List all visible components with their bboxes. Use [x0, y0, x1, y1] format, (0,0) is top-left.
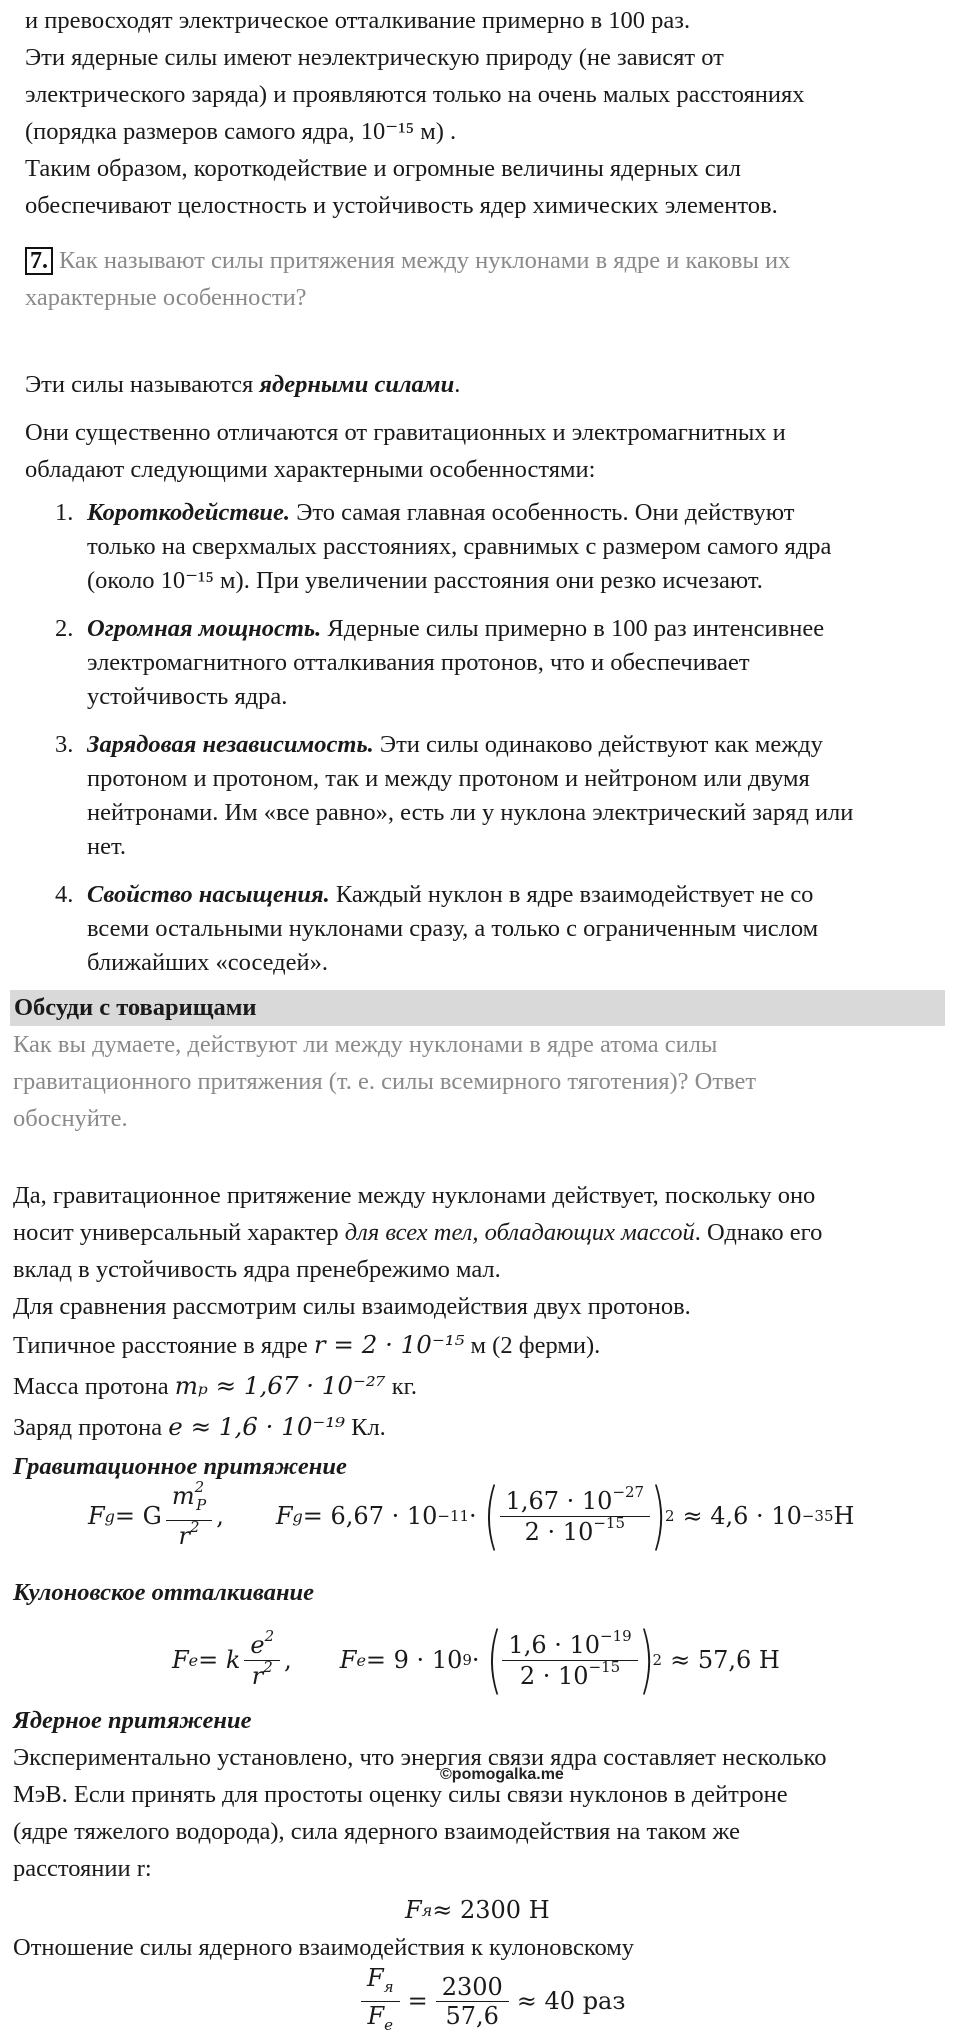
- formula-subscript: e: [384, 2015, 394, 2034]
- formula-subscript: g: [292, 1506, 303, 1526]
- intro-line: и превосходят электрическое отталкивание примерно в 100 раз.: [25, 7, 691, 34]
- coulomb-heading: [13, 1574, 946, 1611]
- list-item-title: Короткодействие.: [87, 499, 291, 526]
- intro-line: (порядка размеров самого ядра, 10⁻¹⁵ м) .: [25, 118, 457, 145]
- answer-term: ядерными силами: [259, 371, 455, 398]
- answer-paragraph: [13, 1177, 946, 1486]
- answer-text: Они существенно отличаются от гравитационных и электромагнитных и: [25, 419, 786, 446]
- coulomb-formula: F e = k $\frac{e^2}{r^2}$ , F e = 9 · 10 9 · ( $\frac{1,6 \cdot 10^{-19}}{2 \cdot 10^{-15}}$ ) 2 ≈ 57,6 Н: [172, 1617, 780, 1703]
- intro-line: Таким образом, короткодействие и огромные величины ядерных сил: [25, 155, 741, 182]
- answer-text: расстоянии r:: [13, 1855, 152, 1882]
- answer-text: Эти силы называются: [25, 371, 260, 398]
- list-item-text: нейтронами. Им «все равно», есть ли у нуклона электрический заряд или: [87, 799, 854, 826]
- list-item-text: нет.: [87, 833, 126, 860]
- answer-text: (ядре тяжелого водорода), сила ядерного взаимодействия на таком же: [13, 1818, 740, 1845]
- distance-formula: r = 2 · 10⁻¹⁵: [313, 1330, 465, 1359]
- section-heading: Обсуди с товарищами: [10, 990, 945, 1026]
- discussion-question: [13, 1026, 946, 1137]
- question-text: Как вы думаете, действуют ли между нуклонами в ядре атома силы: [13, 1031, 718, 1058]
- list-item-title: Свойство насыщения.: [87, 881, 330, 908]
- formula-text: ≈ 2300 Н: [432, 1895, 550, 1924]
- formula-text: 2 · 10: [524, 1517, 594, 1546]
- formula-fraction: [502, 1626, 637, 1691]
- ratio-formula: [357, 1963, 626, 2034]
- formula-fraction: [244, 1626, 280, 1691]
- question-7: [25, 242, 946, 316]
- answer-text: кг.: [385, 1373, 418, 1400]
- formula-symbol: m: [171, 1482, 195, 1511]
- formula-superscript: 2: [652, 1650, 663, 1669]
- formula-subscript: e: [188, 1650, 199, 1670]
- formula-superscript: 2: [264, 1626, 275, 1645]
- formula-text: ·: [471, 1645, 480, 1674]
- list-number: 3.: [55, 731, 74, 758]
- list-item-title: Зарядовая независимость.: [87, 731, 374, 758]
- nuclear-section: [13, 1702, 946, 1887]
- list-item-text: электромагнитного отталкивания протонов, что и обеспечивает: [87, 649, 750, 676]
- list-item-text: Это самая главная особенность. Они действуют: [290, 499, 795, 526]
- formula-text: = G: [114, 1501, 162, 1530]
- answer-text: вклад в устойчивость ядра пренебрежимо мал.: [13, 1256, 501, 1283]
- list-item-text: Эти силы одинаково действуют как между: [373, 731, 823, 758]
- answer-text: Масса протона: [13, 1373, 175, 1400]
- list-item: [25, 878, 946, 980]
- list-item: [25, 612, 946, 714]
- watermark: ©pomogalka.me: [440, 1766, 564, 1783]
- formula-superscript: 2: [664, 1506, 675, 1525]
- list-item-text: устойчивость ядра.: [87, 683, 288, 710]
- formula-superscript: 2: [194, 1478, 205, 1497]
- formula-fraction: [166, 1478, 212, 1551]
- intro-line: Эти ядерные силы имеют неэлектрическую природу (не зависят от: [25, 44, 724, 71]
- intro-line: электрического заряда) и проявляются только на очень малых расстояниях: [25, 81, 805, 108]
- formula-superscript: 2: [263, 1657, 273, 1676]
- formula-symbol: e: [250, 1630, 265, 1659]
- answer-text: Типичное расстояние в ядре: [13, 1332, 314, 1359]
- formula-text: 1,6 · 10: [508, 1630, 601, 1659]
- question-text: характерные особенности?: [25, 284, 307, 311]
- formula-text: ≈ 57,6 Н: [670, 1645, 780, 1674]
- answer-emphasis: для всех тел, обладающих массой: [344, 1219, 695, 1246]
- list-item: [25, 728, 946, 864]
- formula-text: Н: [833, 1501, 855, 1530]
- gravity-formula: F g = G $\frac{m^2_P}{r^2}$ , F g = 6,67 · 10 −11 · ( $\frac{1,67 \cdot 10^{-27}}{2 \cdot 10^{-15}}$ ) 2 ≈ 4,6 · 10 −35 Н: [88, 1473, 855, 1559]
- list-item-text: (около 10⁻¹⁵ м). При увеличении расстояния они резко исчезают.: [87, 567, 763, 594]
- answer-text: обладают следующими характерными особенностями:: [25, 456, 596, 483]
- answer-text: Экспериментально установлено, что энергия связи ядра составляет несколько: [13, 1744, 827, 1771]
- formula-text: 2 · 10: [519, 1661, 589, 1690]
- formula-symbol: r: [178, 1521, 190, 1550]
- question-text: обоснуйте.: [13, 1105, 128, 1132]
- formula-superscript: −15: [593, 1513, 625, 1532]
- intro-line: обеспечивают целостность и устойчивость ядер химических элементов.: [25, 192, 778, 219]
- formula-symbol: F: [172, 1645, 189, 1674]
- list-item-text: Каждый нуклон в ядре взаимодействует не со: [329, 881, 814, 908]
- formula-subscript: я: [383, 1977, 394, 1996]
- formula-text: ≈ 40 раз: [516, 1986, 626, 2015]
- list-number: 2.: [55, 615, 74, 642]
- answer-text: Отношение силы ядерного взаимодействия к кулоновскому: [13, 1934, 635, 1961]
- formula-text: =: [407, 1986, 428, 2015]
- formula-text: ≈ 4,6 · 10: [682, 1501, 802, 1530]
- formula-text: = 9 · 10: [365, 1645, 463, 1674]
- formula-subscript: g: [104, 1506, 115, 1526]
- formula-fraction: [361, 1964, 400, 2038]
- answer-text: м (2 ферми).: [464, 1332, 601, 1359]
- list-item-text: протоном и протоном, так и между протоном и нейтроном или двумя: [87, 765, 810, 792]
- answer-text: Для сравнения рассмотрим силы взаимодействия двух протонов.: [13, 1293, 691, 1320]
- formula-subscript: P: [196, 1495, 207, 1514]
- formula-symbol: F: [367, 2001, 385, 2030]
- formula-fraction: [500, 1482, 651, 1547]
- formula-symbol: F: [339, 1645, 357, 1674]
- formula-text: ,: [284, 1645, 292, 1674]
- formula-text: ,: [216, 1501, 224, 1530]
- formula-symbol: F: [405, 1895, 422, 1924]
- subheading: Гравитационное притяжение: [13, 1453, 347, 1480]
- answer-text: . Однако его: [694, 1219, 823, 1246]
- formula-symbol: F: [275, 1501, 293, 1530]
- answer-7-intro: [25, 366, 946, 403]
- list-item-title: Огромная мощность.: [87, 615, 322, 642]
- mass-formula: mₚ ≈ 1,67 · 10⁻²⁷: [174, 1371, 386, 1400]
- formula-symbol: F: [367, 1963, 384, 1992]
- question-text: Как называют силы притяжения между нуклонами в ядре и каковы их: [59, 247, 791, 274]
- formula-text: = k: [198, 1645, 241, 1674]
- list-item-text: Ядерные силы примерно в 100 раз интенсивнее: [321, 615, 825, 642]
- formula-text: = 6,67 · 10: [302, 1501, 438, 1530]
- formula-subscript: я: [421, 1900, 433, 1920]
- list-item: [25, 496, 946, 598]
- formula-symbol: r: [251, 1661, 264, 1690]
- question-number: 7.: [25, 247, 53, 275]
- answer-text: Кл.: [344, 1414, 386, 1441]
- formula-superscript: −27: [612, 1482, 645, 1501]
- answer-7-features-intro: [25, 414, 946, 488]
- formula-text: ·: [469, 1501, 477, 1530]
- formula-superscript: −15: [588, 1657, 621, 1676]
- formula-superscript: 2: [190, 1517, 200, 1536]
- formula-superscript: −19: [600, 1626, 632, 1645]
- answer-text: .: [454, 371, 461, 398]
- intro-paragraph: [25, 2, 946, 224]
- formula-symbol: F: [88, 1501, 105, 1530]
- list-item-text: ближайших «соседей».: [87, 949, 328, 976]
- charge-formula: e ≈ 1,6 · 10⁻¹⁹: [168, 1412, 345, 1441]
- answer-text: Заряд протона: [13, 1414, 169, 1441]
- features-list: [25, 496, 946, 980]
- list-number: 4.: [55, 881, 74, 908]
- subheading: Кулоновское отталкивание: [13, 1579, 315, 1606]
- formula-subscript: e: [356, 1650, 366, 1670]
- formula-text: 57,6: [445, 2001, 499, 2030]
- question-text: гравитационного притяжения (т. е. силы всемирного тяготения)? Ответ: [13, 1068, 757, 1095]
- answer-text: Да, гравитационное притяжение между нуклонами действует, поскольку оно: [13, 1182, 816, 1209]
- formula-text: 2300: [436, 1973, 509, 2002]
- list-item-text: только на сверхмалых расстояниях, сравнимых с размером самого ядра: [87, 533, 832, 560]
- formula-text: 1,67 · 10: [505, 1486, 613, 1515]
- answer-text: МэВ. Если принять для простоты оценку силы связи нуклонов в дейтроне: [13, 1781, 788, 1808]
- nuclear-force-formula: [405, 1892, 550, 1928]
- formula-fraction: [436, 1973, 509, 2030]
- list-number: 1.: [55, 499, 74, 526]
- list-item-text: всеми остальными нуклонами сразу, а только с ограниченным числом: [87, 915, 819, 942]
- ratio-text: [13, 1929, 946, 1966]
- subheading: Ядерное притяжение: [13, 1707, 252, 1734]
- answer-text: носит универсальный характер: [13, 1219, 345, 1246]
